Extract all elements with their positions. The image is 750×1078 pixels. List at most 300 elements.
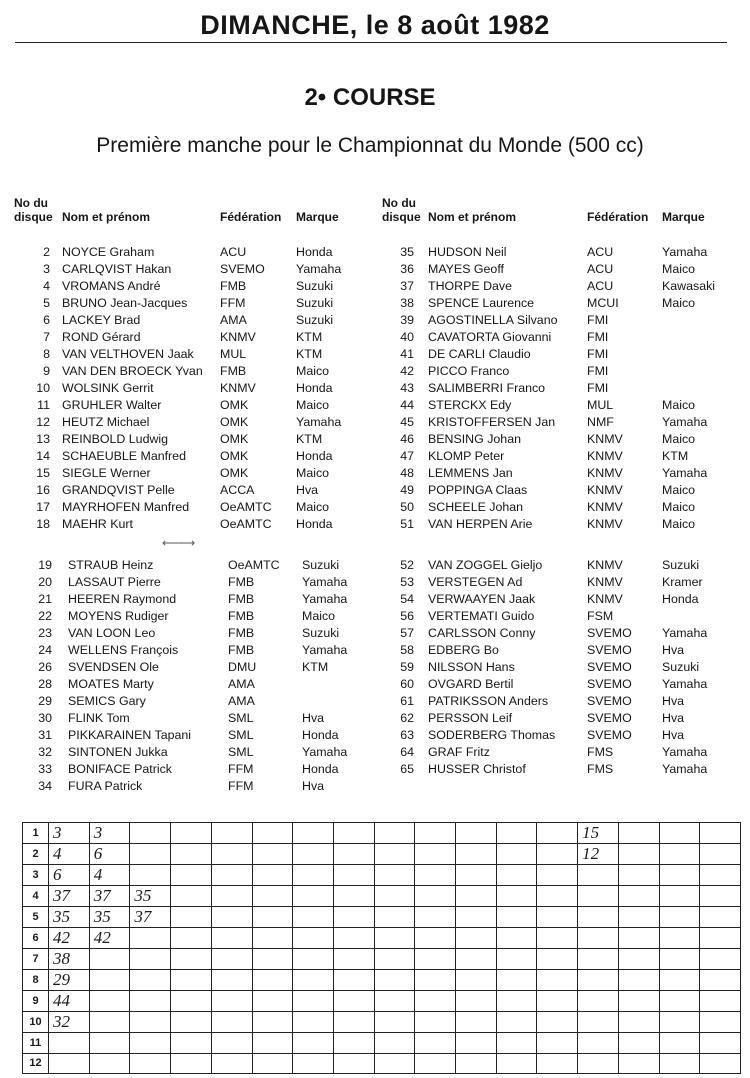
entry-federation: MCUI [587, 296, 619, 310]
lap-row-number: 6 [23, 928, 49, 949]
entry-name: SVENDSEN Ole [68, 660, 159, 674]
lap-cell [659, 1033, 700, 1054]
handwritten-entry: 42 [53, 928, 70, 947]
entry-number: 7 [43, 330, 50, 344]
entry-number: 13 [36, 432, 50, 446]
entry-number: 28 [38, 677, 52, 691]
lap-cell [415, 970, 456, 991]
entry-federation: FMI [587, 347, 609, 361]
entry-name: MOYENS Rudiger [68, 609, 169, 623]
lap-cell [211, 991, 252, 1012]
lap-cell [130, 907, 171, 928]
lap-cell [49, 928, 90, 949]
entry-make: Maico [662, 398, 696, 412]
lap-cell [618, 823, 659, 844]
entry-name: SEMICS Gary [68, 694, 146, 708]
entry-make: Honda [662, 592, 699, 606]
entry-name: CAVATORTA Giovanni [428, 330, 552, 344]
lap-cell [415, 886, 456, 907]
entry-number: 2 [43, 245, 50, 259]
entry-make: Hva [302, 711, 325, 725]
lap-row-number: 9 [23, 991, 49, 1012]
entry-make: Maico [296, 500, 330, 514]
lap-cell [578, 991, 619, 1012]
lap-cell [374, 991, 415, 1012]
entry-name: GRAF Fritz [428, 745, 490, 759]
entry-number: 15 [36, 466, 50, 480]
entry-number: 42 [400, 364, 414, 378]
col-head-disque-right-line2: disque [382, 210, 421, 224]
lap-cell [293, 844, 334, 865]
col-head-disque-line1: No du [14, 196, 48, 210]
lap-cell [537, 844, 578, 865]
lap-row [23, 907, 741, 928]
lap-cell [496, 823, 537, 844]
lap-cell [49, 907, 90, 928]
lap-cell [130, 865, 171, 886]
lap-cell [578, 949, 619, 970]
lap-cell [333, 865, 374, 886]
lap-cell [171, 1033, 212, 1054]
entry-make: KTM [662, 449, 689, 463]
entry-federation: SVEMO [587, 660, 632, 674]
lap-cell [89, 823, 130, 844]
lap-cell [700, 1012, 741, 1033]
entry-name: VAN HERPEN Arie [428, 517, 533, 531]
col-head-federation-right: Fédération [587, 210, 649, 224]
entry-make: Yamaha [302, 575, 348, 589]
entry-federation: AMA [220, 313, 247, 327]
lap-cell [374, 865, 415, 886]
entry-number: 65 [400, 762, 414, 776]
entry-make: KTM [296, 347, 323, 361]
lap-cell [456, 1033, 497, 1054]
lap-cell [211, 886, 252, 907]
lap-cell [49, 844, 90, 865]
entry-make: Honda [302, 728, 339, 742]
lap-cell [456, 991, 497, 1012]
col-head-marque-right: Marque [662, 210, 705, 224]
entry-make: KTM [296, 330, 323, 344]
lap-cell [456, 823, 497, 844]
entry-number: 12 [36, 415, 50, 429]
lap-cell [211, 844, 252, 865]
entry-number: 49 [400, 483, 414, 497]
lap-cell [171, 991, 212, 1012]
entry-name: BONIFACE Patrick [68, 762, 172, 776]
lap-cell [496, 844, 537, 865]
lap-cell [49, 1053, 90, 1074]
lap-cell [537, 991, 578, 1012]
lap-row [23, 886, 741, 907]
handwritten-entry: 37 [53, 886, 70, 905]
entry-number: 6 [43, 313, 50, 327]
col-head-disque-right-line1: No du [382, 196, 416, 210]
entry-make: Hva [296, 483, 319, 497]
entry-number: 62 [400, 711, 414, 725]
separator-mark: ⟶ [178, 536, 196, 550]
entry-number: 30 [38, 711, 52, 725]
entry-name: HEEREN Raymond [68, 592, 177, 606]
entry-federation: KNMV [587, 449, 623, 463]
lap-cell [659, 970, 700, 991]
lap-cell [415, 991, 456, 1012]
entry-federation: SVEMO [220, 262, 265, 276]
entry-number: 9 [43, 364, 50, 378]
entry-name: LACKEY Brad [62, 313, 141, 327]
entry-federation: ACU [587, 262, 614, 276]
entry-name: PATRIKSSON Anders [428, 694, 549, 708]
entry-federation: FMI [587, 330, 609, 344]
handwritten-entry: 3 [93, 823, 103, 842]
entry-federation: FMB [228, 592, 255, 606]
lap-cell [700, 970, 741, 991]
handwritten-entry: 6 [93, 844, 103, 863]
lap-cell [700, 949, 741, 970]
lap-row-number: 5 [23, 907, 49, 928]
lap-row-number: 12 [23, 1053, 49, 1074]
entry-number: 59 [400, 660, 414, 674]
entry-federation: OMK [220, 449, 249, 463]
entry-number: 51 [400, 517, 414, 531]
lap-cell [252, 886, 293, 907]
lap-cell [333, 928, 374, 949]
lap-cell [578, 928, 619, 949]
lap-cell [49, 886, 90, 907]
lap-cell [49, 1033, 90, 1054]
entry-name: ROND Gérard [62, 330, 141, 344]
entry-name: HUDSON Neil [428, 245, 507, 259]
entry-federation: KNMV [587, 483, 623, 497]
entry-name: LEMMENS Jan [428, 466, 513, 480]
entry-number: 23 [38, 626, 52, 640]
entry-federation: FMI [587, 364, 609, 378]
lap-cell [496, 949, 537, 970]
lap-cell [252, 970, 293, 991]
entry-name: AGOSTINELLA Silvano [428, 313, 558, 327]
lap-cell [89, 1012, 130, 1033]
lap-cell [456, 1053, 497, 1074]
lap-cell [456, 1012, 497, 1033]
lap-cell [333, 886, 374, 907]
lap-cell [456, 865, 497, 886]
entry-number: 31 [38, 728, 52, 742]
lap-cell [252, 991, 293, 1012]
lap-cell [211, 1053, 252, 1074]
entry-name: EDBERG Bo [428, 643, 499, 657]
entry-federation: OeAMTC [220, 517, 272, 531]
course-subtitle: Première manche pour le Championnat du Monde (500 cc) [96, 134, 644, 157]
col-head-disque-right [382, 196, 421, 224]
entry-federation: SML [228, 711, 254, 725]
lap-cell [293, 970, 334, 991]
entry-name: GRUHLER Walter [62, 398, 162, 412]
lap-cell [89, 865, 130, 886]
entry-number: 10 [36, 381, 50, 395]
lap-cell [293, 1053, 334, 1074]
entry-make: Kawasaki [662, 279, 716, 293]
entry-name: WELLENS François [68, 643, 179, 657]
entry-name: VAN ZOGGEL Gieljo [428, 558, 543, 572]
lap-cell [333, 823, 374, 844]
entry-make: Kramer [662, 575, 703, 589]
entry-federation: SVEMO [587, 694, 632, 708]
entry-number: 35 [400, 245, 414, 259]
entry-name: WOLSINK Gerrit [62, 381, 154, 395]
entry-name: OVGARD Bertil [428, 677, 514, 691]
lap-cell [211, 907, 252, 928]
lap-cell [130, 1033, 171, 1054]
entry-name: THORPE Dave [428, 279, 512, 293]
entry-make: Honda [296, 245, 333, 259]
entry-federation: FMI [587, 381, 609, 395]
entry-make: Yamaha [662, 762, 708, 776]
entry-number: 43 [400, 381, 414, 395]
entry-make: Suzuki [662, 660, 700, 674]
entry-federation: SVEMO [587, 677, 632, 691]
entry-name: VAN VELTHOVEN Jaak [62, 347, 194, 361]
lap-cell [293, 886, 334, 907]
lap-row [23, 865, 741, 886]
handwritten-entry: 35 [53, 907, 70, 926]
lap-cell [211, 823, 252, 844]
entry-make: Yamaha [296, 415, 342, 429]
entry-make: KTM [296, 432, 323, 446]
lap-cell [130, 1053, 171, 1074]
entry-number: 19 [38, 558, 52, 572]
lap-row-number: 11 [23, 1033, 49, 1054]
entry-federation: KNMV [587, 575, 623, 589]
entry-federation: KNMV [220, 381, 256, 395]
entry-make: Maico [662, 262, 696, 276]
lap-cell [659, 928, 700, 949]
entry-make: Maico [662, 483, 696, 497]
entry-name: VERWAAYEN Jaak [428, 592, 536, 606]
lap-cell [659, 991, 700, 1012]
entry-federation: SVEMO [587, 711, 632, 725]
handwritten-entry: 15 [582, 823, 600, 842]
entry-federation: FSM [587, 609, 614, 623]
entry-number: 4 [43, 279, 50, 293]
lap-cell [130, 949, 171, 970]
entry-make: Hva [662, 728, 685, 742]
entry-number: 57 [400, 626, 414, 640]
entry-federation: FMB [228, 643, 255, 657]
entry-make: Suzuki [302, 626, 340, 640]
lap-cell [293, 865, 334, 886]
entry-make: Hva [662, 643, 685, 657]
lap-cell [49, 949, 90, 970]
handwritten-entry: 6 [53, 865, 62, 884]
lap-cell [496, 886, 537, 907]
handwritten-entry: 29 [53, 970, 70, 989]
lap-cell [252, 928, 293, 949]
entry-federation: FFM [228, 779, 254, 793]
entry-name: SIEGLE Werner [62, 466, 151, 480]
header-rule [15, 42, 727, 43]
entry-name: PIKKARAINEN Tapani [68, 728, 192, 742]
lap-cell [700, 823, 741, 844]
entry-number: 29 [38, 694, 52, 708]
lap-cell [374, 970, 415, 991]
lap-cell [537, 907, 578, 928]
entry-federation: OeAMTC [220, 500, 272, 514]
entry-number: 48 [400, 466, 414, 480]
entry-make: Suzuki [296, 296, 334, 310]
lap-cell [374, 1053, 415, 1074]
entry-name: FURA Patrick [68, 779, 143, 793]
entry-federation: SVEMO [587, 728, 632, 742]
entry-make: Honda [296, 517, 333, 531]
lap-cell [578, 844, 619, 865]
lap-cell [496, 907, 537, 928]
lap-row-number: 1 [23, 823, 49, 844]
lap-cell [293, 949, 334, 970]
lap-cell [374, 949, 415, 970]
lap-cell [456, 907, 497, 928]
separator-mark: ⟵ [162, 536, 180, 550]
entry-make: Yamaha [662, 745, 708, 759]
entry-number: 24 [38, 643, 52, 657]
entry-federation: AMA [228, 694, 255, 708]
lap-cell [415, 1012, 456, 1033]
lap-cell [374, 1033, 415, 1054]
lap-row [23, 1033, 741, 1054]
lap-row-number: 3 [23, 865, 49, 886]
entry-make: Maico [296, 364, 330, 378]
entry-number: 36 [400, 262, 414, 276]
handwritten-entry: 4 [53, 844, 62, 863]
entry-federation: FMS [587, 745, 614, 759]
lap-cell [252, 949, 293, 970]
lap-cell [374, 886, 415, 907]
lap-cell [374, 928, 415, 949]
lap-cell [618, 928, 659, 949]
lap-cell [171, 949, 212, 970]
entry-make: Suzuki [296, 313, 334, 327]
entry-federation: FFM [228, 762, 254, 776]
lap-cell [659, 865, 700, 886]
entry-make: Maico [662, 296, 696, 310]
col-head-disque-line2: disque [14, 210, 53, 224]
lap-row-number: 4 [23, 886, 49, 907]
lap-cell [456, 928, 497, 949]
col-head-federation: Fédération [220, 210, 282, 224]
lap-cell [578, 970, 619, 991]
lap-cell [578, 823, 619, 844]
lap-cell [293, 907, 334, 928]
lap-cell [415, 1033, 456, 1054]
entry-federation: KNMV [587, 592, 623, 606]
lap-cell [537, 1053, 578, 1074]
lap-cell [130, 970, 171, 991]
entry-name: BRUNO Jean-Jacques [62, 296, 188, 310]
entry-federation: DMU [228, 660, 257, 674]
lap-cell [700, 928, 741, 949]
lap-cell [537, 823, 578, 844]
lap-row-number: 8 [23, 970, 49, 991]
lap-cell [537, 886, 578, 907]
lap-cell [171, 907, 212, 928]
lap-row [23, 970, 741, 991]
entry-name: SALIMBERRI Franco [428, 381, 546, 395]
entry-number: 45 [400, 415, 414, 429]
handwritten-entry: 44 [53, 991, 70, 1010]
lap-cell [333, 907, 374, 928]
handwritten-entry: 37 [134, 907, 152, 926]
lap-cell [700, 907, 741, 928]
lap-cell [211, 970, 252, 991]
lap-cell [333, 991, 374, 1012]
lap-cell [171, 886, 212, 907]
lap-cell [171, 928, 212, 949]
entry-name: SCHAEUBLE Manfred [62, 449, 186, 463]
entry-federation: SVEMO [587, 626, 632, 640]
lap-cell [618, 865, 659, 886]
lap-cell [415, 949, 456, 970]
handwritten-entry: 38 [53, 949, 70, 968]
lap-cell [333, 1033, 374, 1054]
entry-number: 63 [400, 728, 414, 742]
entry-make: Yamaha [302, 643, 348, 657]
entry-name: GRANDQVIST Pelle [62, 483, 175, 497]
lap-cell [618, 970, 659, 991]
lap-row [23, 1012, 741, 1033]
lap-cell [171, 865, 212, 886]
entry-number: 56 [400, 609, 414, 623]
entry-federation: KNMV [587, 558, 623, 572]
entry-number: 54 [400, 592, 414, 606]
lap-cell [537, 970, 578, 991]
entry-make: Yamaha [662, 415, 708, 429]
entry-number: 37 [400, 279, 414, 293]
entry-name: DE CARLI Claudio [428, 347, 531, 361]
entry-federation: OeAMTC [228, 558, 280, 572]
entry-federation: ACU [587, 279, 614, 293]
lap-cell [659, 886, 700, 907]
entry-name: FLINK Tom [68, 711, 130, 725]
entry-federation: KNMV [587, 432, 623, 446]
entry-federation: FMS [587, 762, 614, 776]
entry-name: HEUTZ Michael [62, 415, 150, 429]
lap-cell [618, 1033, 659, 1054]
lap-cell [211, 865, 252, 886]
entry-name: LASSAUT Pierre [68, 575, 161, 589]
lap-cell [496, 865, 537, 886]
lap-cell [496, 991, 537, 1012]
entry-number: 47 [400, 449, 414, 463]
lap-cell [333, 1053, 374, 1074]
entry-number: 53 [400, 575, 414, 589]
entry-federation: KNMV [587, 500, 623, 514]
entry-make: Yamaha [302, 592, 348, 606]
lap-cell [293, 1033, 334, 1054]
entry-number: 32 [38, 745, 52, 759]
lap-cell [171, 970, 212, 991]
lap-cell [252, 844, 293, 865]
entry-name: PICCO Franco [428, 364, 510, 378]
entry-make: Maico [296, 398, 330, 412]
lap-cell [252, 907, 293, 928]
course-title: 2• COURSE [304, 84, 436, 111]
lap-cell [496, 1053, 537, 1074]
lap-cell [89, 928, 130, 949]
entry-make: Yamaha [662, 466, 708, 480]
entry-number: 33 [38, 762, 52, 776]
entry-federation: FMB [228, 626, 255, 640]
entry-name: HUSSER Christof [428, 762, 526, 776]
lap-cell [456, 949, 497, 970]
